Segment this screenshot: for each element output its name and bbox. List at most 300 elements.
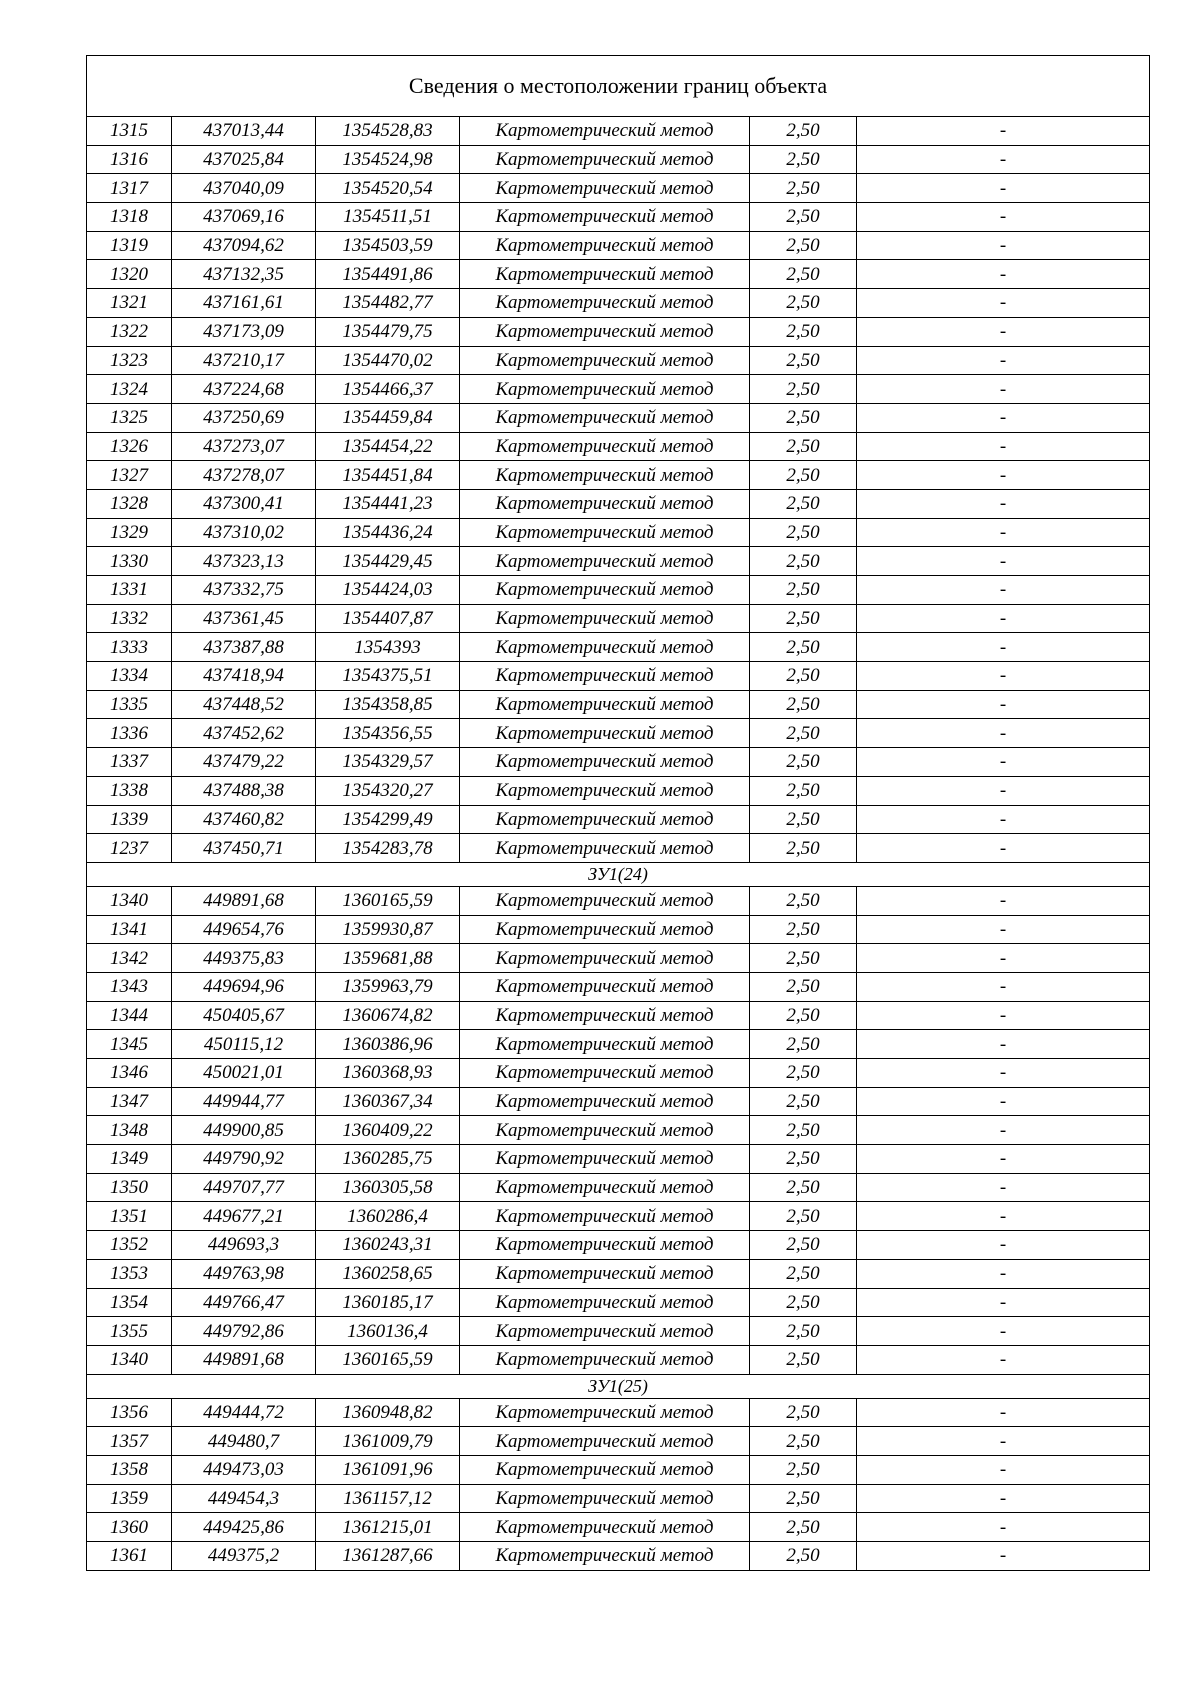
y-coordinate-cell: 1360165,59 bbox=[316, 1345, 460, 1374]
x-coordinate-cell: 437025,84 bbox=[172, 145, 316, 174]
point-number-cell: 1355 bbox=[87, 1317, 172, 1346]
x-coordinate-cell: 449891,68 bbox=[172, 1345, 316, 1374]
x-coordinate-cell: 449891,68 bbox=[172, 886, 316, 915]
description-cell: - bbox=[857, 1542, 1150, 1571]
table-row bbox=[87, 174, 1150, 203]
accuracy-cell: 2,50 bbox=[750, 805, 857, 834]
y-coordinate-cell: 1360386,96 bbox=[316, 1030, 460, 1059]
y-coordinate-cell: 1360243,31 bbox=[316, 1231, 460, 1260]
table-row bbox=[87, 1542, 1150, 1571]
accuracy-cell: 2,50 bbox=[750, 1427, 857, 1456]
point-number-cell: 1327 bbox=[87, 461, 172, 490]
accuracy-cell: 2,50 bbox=[750, 1202, 857, 1231]
y-coordinate-cell: 1361091,96 bbox=[316, 1455, 460, 1484]
method-cell: Картометрический метод bbox=[460, 915, 750, 944]
method-cell: Картометрический метод bbox=[460, 174, 750, 203]
description-cell: - bbox=[857, 489, 1150, 518]
point-number-cell: 1360 bbox=[87, 1513, 172, 1542]
accuracy-cell: 2,50 bbox=[750, 604, 857, 633]
accuracy-cell: 2,50 bbox=[750, 719, 857, 748]
x-coordinate-cell: 437273,07 bbox=[172, 432, 316, 461]
table-row bbox=[87, 1030, 1150, 1059]
description-cell: - bbox=[857, 1345, 1150, 1374]
accuracy-cell: 2,50 bbox=[750, 944, 857, 973]
point-number-cell: 1335 bbox=[87, 690, 172, 719]
table-row bbox=[87, 346, 1150, 375]
table-row bbox=[87, 518, 1150, 547]
point-number-cell: 1342 bbox=[87, 944, 172, 973]
accuracy-cell: 2,50 bbox=[750, 317, 857, 346]
x-coordinate-cell: 437161,61 bbox=[172, 289, 316, 318]
y-coordinate-cell: 1354407,87 bbox=[316, 604, 460, 633]
description-cell: - bbox=[857, 1116, 1150, 1145]
y-coordinate-cell: 1360674,82 bbox=[316, 1001, 460, 1030]
point-number-cell: 1316 bbox=[87, 145, 172, 174]
description-cell: - bbox=[857, 834, 1150, 863]
accuracy-cell: 2,50 bbox=[750, 289, 857, 318]
accuracy-cell: 2,50 bbox=[750, 834, 857, 863]
method-cell: Картометрический метод bbox=[460, 748, 750, 777]
y-coordinate-cell: 1354511,51 bbox=[316, 203, 460, 232]
point-number-cell: 1340 bbox=[87, 1345, 172, 1374]
description-cell: - bbox=[857, 1317, 1150, 1346]
accuracy-cell: 2,50 bbox=[750, 547, 857, 576]
table-row bbox=[87, 1455, 1150, 1484]
table-row bbox=[87, 1001, 1150, 1030]
x-coordinate-cell: 449792,86 bbox=[172, 1317, 316, 1346]
description-cell: - bbox=[857, 1202, 1150, 1231]
point-number-cell: 1343 bbox=[87, 972, 172, 1001]
table-row bbox=[87, 1059, 1150, 1088]
section-label: ЗУ1(25) bbox=[87, 1374, 1150, 1398]
description-cell: - bbox=[857, 518, 1150, 547]
method-cell: Картометрический метод bbox=[460, 346, 750, 375]
description-cell: - bbox=[857, 346, 1150, 375]
accuracy-cell: 2,50 bbox=[750, 346, 857, 375]
x-coordinate-cell: 450115,12 bbox=[172, 1030, 316, 1059]
table-row bbox=[87, 375, 1150, 404]
accuracy-cell: 2,50 bbox=[750, 203, 857, 232]
method-cell: Картометрический метод bbox=[460, 518, 750, 547]
accuracy-cell: 2,50 bbox=[750, 1059, 857, 1088]
accuracy-cell: 2,50 bbox=[750, 375, 857, 404]
point-number-cell: 1328 bbox=[87, 489, 172, 518]
accuracy-cell: 2,50 bbox=[750, 1231, 857, 1260]
x-coordinate-cell: 449473,03 bbox=[172, 1455, 316, 1484]
point-number-cell: 1339 bbox=[87, 805, 172, 834]
method-cell: Картометрический метод bbox=[460, 604, 750, 633]
point-number-cell: 1324 bbox=[87, 375, 172, 404]
description-cell: - bbox=[857, 174, 1150, 203]
method-cell: Картометрический метод bbox=[460, 403, 750, 432]
y-coordinate-cell: 1360165,59 bbox=[316, 886, 460, 915]
point-number-cell: 1317 bbox=[87, 174, 172, 203]
method-cell: Картометрический метод bbox=[460, 690, 750, 719]
point-number-cell: 1338 bbox=[87, 776, 172, 805]
x-coordinate-cell: 437323,13 bbox=[172, 547, 316, 576]
point-number-cell: 1334 bbox=[87, 662, 172, 691]
point-number-cell: 1358 bbox=[87, 1455, 172, 1484]
point-number-cell: 1348 bbox=[87, 1116, 172, 1145]
description-cell: - bbox=[857, 117, 1150, 146]
y-coordinate-cell: 1354441,23 bbox=[316, 489, 460, 518]
x-coordinate-cell: 437278,07 bbox=[172, 461, 316, 490]
y-coordinate-cell: 1354393 bbox=[316, 633, 460, 662]
table-row bbox=[87, 1317, 1150, 1346]
accuracy-cell: 2,50 bbox=[750, 432, 857, 461]
x-coordinate-cell: 437040,09 bbox=[172, 174, 316, 203]
point-number-cell: 1356 bbox=[87, 1398, 172, 1427]
table-row bbox=[87, 719, 1150, 748]
description-cell: - bbox=[857, 1030, 1150, 1059]
method-cell: Картометрический метод bbox=[460, 886, 750, 915]
table-row bbox=[87, 289, 1150, 318]
point-number-cell: 1323 bbox=[87, 346, 172, 375]
table-row bbox=[87, 260, 1150, 289]
table-row bbox=[87, 317, 1150, 346]
description-cell: - bbox=[857, 145, 1150, 174]
y-coordinate-cell: 1359930,87 bbox=[316, 915, 460, 944]
description-cell: - bbox=[857, 1145, 1150, 1174]
accuracy-cell: 2,50 bbox=[750, 1484, 857, 1513]
point-number-cell: 1320 bbox=[87, 260, 172, 289]
y-coordinate-cell: 1360258,65 bbox=[316, 1259, 460, 1288]
table-row bbox=[87, 489, 1150, 518]
point-number-cell: 1326 bbox=[87, 432, 172, 461]
method-cell: Картометрический метод bbox=[460, 662, 750, 691]
y-coordinate-cell: 1361215,01 bbox=[316, 1513, 460, 1542]
accuracy-cell: 2,50 bbox=[750, 1288, 857, 1317]
accuracy-cell: 2,50 bbox=[750, 231, 857, 260]
y-coordinate-cell: 1354491,86 bbox=[316, 260, 460, 289]
accuracy-cell: 2,50 bbox=[750, 1001, 857, 1030]
y-coordinate-cell: 1354503,59 bbox=[316, 231, 460, 260]
y-coordinate-cell: 1359681,88 bbox=[316, 944, 460, 973]
x-coordinate-cell: 449763,98 bbox=[172, 1259, 316, 1288]
description-cell: - bbox=[857, 633, 1150, 662]
method-cell: Картометрический метод bbox=[460, 1345, 750, 1374]
x-coordinate-cell: 450021,01 bbox=[172, 1059, 316, 1088]
method-cell: Картометрический метод bbox=[460, 1542, 750, 1571]
point-number-cell: 1319 bbox=[87, 231, 172, 260]
point-number-cell: 1341 bbox=[87, 915, 172, 944]
point-number-cell: 1322 bbox=[87, 317, 172, 346]
description-cell: - bbox=[857, 944, 1150, 973]
x-coordinate-cell: 437450,71 bbox=[172, 834, 316, 863]
table-row bbox=[87, 972, 1150, 1001]
y-coordinate-cell: 1360136,4 bbox=[316, 1317, 460, 1346]
table-row bbox=[87, 1398, 1150, 1427]
x-coordinate-cell: 437069,16 bbox=[172, 203, 316, 232]
x-coordinate-cell: 449425,86 bbox=[172, 1513, 316, 1542]
table-row bbox=[87, 662, 1150, 691]
x-coordinate-cell: 450405,67 bbox=[172, 1001, 316, 1030]
accuracy-cell: 2,50 bbox=[750, 1513, 857, 1542]
description-cell: - bbox=[857, 1398, 1150, 1427]
description-cell: - bbox=[857, 547, 1150, 576]
description-cell: - bbox=[857, 403, 1150, 432]
method-cell: Картометрический метод bbox=[460, 1116, 750, 1145]
x-coordinate-cell: 437300,41 bbox=[172, 489, 316, 518]
description-cell: - bbox=[857, 260, 1150, 289]
method-cell: Картометрический метод bbox=[460, 633, 750, 662]
method-cell: Картометрический метод bbox=[460, 1202, 750, 1231]
table-row bbox=[87, 1427, 1150, 1456]
y-coordinate-cell: 1354356,55 bbox=[316, 719, 460, 748]
table-title: Сведения о местоположении границ объекта bbox=[87, 56, 1150, 117]
table-row bbox=[87, 432, 1150, 461]
table-row bbox=[87, 403, 1150, 432]
description-cell: - bbox=[857, 461, 1150, 490]
x-coordinate-cell: 449693,3 bbox=[172, 1231, 316, 1260]
point-number-cell: 1340 bbox=[87, 886, 172, 915]
method-cell: Картометрический метод bbox=[460, 547, 750, 576]
point-number-cell: 1337 bbox=[87, 748, 172, 777]
x-coordinate-cell: 449694,96 bbox=[172, 972, 316, 1001]
x-coordinate-cell: 437332,75 bbox=[172, 576, 316, 605]
table-row bbox=[87, 145, 1150, 174]
method-cell: Картометрический метод bbox=[460, 117, 750, 146]
description-cell: - bbox=[857, 1484, 1150, 1513]
x-coordinate-cell: 437452,62 bbox=[172, 719, 316, 748]
accuracy-cell: 2,50 bbox=[750, 886, 857, 915]
method-cell: Картометрический метод bbox=[460, 1288, 750, 1317]
method-cell: Картометрический метод bbox=[460, 1513, 750, 1542]
table-row bbox=[87, 1087, 1150, 1116]
table-row bbox=[87, 834, 1150, 863]
point-number-cell: 1353 bbox=[87, 1259, 172, 1288]
x-coordinate-cell: 449766,47 bbox=[172, 1288, 316, 1317]
point-number-cell: 1350 bbox=[87, 1173, 172, 1202]
point-number-cell: 1347 bbox=[87, 1087, 172, 1116]
accuracy-cell: 2,50 bbox=[750, 1398, 857, 1427]
description-cell: - bbox=[857, 1231, 1150, 1260]
point-number-cell: 1330 bbox=[87, 547, 172, 576]
table-row bbox=[87, 1513, 1150, 1542]
accuracy-cell: 2,50 bbox=[750, 1145, 857, 1174]
method-cell: Картометрический метод bbox=[460, 1173, 750, 1202]
table-row bbox=[87, 547, 1150, 576]
table-row bbox=[87, 915, 1150, 944]
method-cell: Картометрический метод bbox=[460, 231, 750, 260]
accuracy-cell: 2,50 bbox=[750, 690, 857, 719]
y-coordinate-cell: 1354479,75 bbox=[316, 317, 460, 346]
accuracy-cell: 2,50 bbox=[750, 662, 857, 691]
accuracy-cell: 2,50 bbox=[750, 1345, 857, 1374]
x-coordinate-cell: 437418,94 bbox=[172, 662, 316, 691]
description-cell: - bbox=[857, 972, 1150, 1001]
point-number-cell: 1349 bbox=[87, 1145, 172, 1174]
table-row bbox=[87, 805, 1150, 834]
point-number-cell: 1321 bbox=[87, 289, 172, 318]
point-number-cell: 1345 bbox=[87, 1030, 172, 1059]
point-number-cell: 1354 bbox=[87, 1288, 172, 1317]
accuracy-cell: 2,50 bbox=[750, 518, 857, 547]
y-coordinate-cell: 1354424,03 bbox=[316, 576, 460, 605]
y-coordinate-cell: 1361009,79 bbox=[316, 1427, 460, 1456]
x-coordinate-cell: 437479,22 bbox=[172, 748, 316, 777]
y-coordinate-cell: 1354329,57 bbox=[316, 748, 460, 777]
method-cell: Картометрический метод bbox=[460, 972, 750, 1001]
method-cell: Картометрический метод bbox=[460, 944, 750, 973]
section-header-row bbox=[87, 1374, 1150, 1398]
description-cell: - bbox=[857, 1001, 1150, 1030]
table-row bbox=[87, 1345, 1150, 1374]
description-cell: - bbox=[857, 375, 1150, 404]
x-coordinate-cell: 449480,7 bbox=[172, 1427, 316, 1456]
point-number-cell: 1359 bbox=[87, 1484, 172, 1513]
description-cell: - bbox=[857, 719, 1150, 748]
method-cell: Картометрический метод bbox=[460, 1087, 750, 1116]
x-coordinate-cell: 449707,77 bbox=[172, 1173, 316, 1202]
document-sheet bbox=[86, 55, 1149, 1571]
x-coordinate-cell: 449944,77 bbox=[172, 1087, 316, 1116]
table-row bbox=[87, 203, 1150, 232]
x-coordinate-cell: 437361,45 bbox=[172, 604, 316, 633]
accuracy-cell: 2,50 bbox=[750, 1542, 857, 1571]
accuracy-cell: 2,50 bbox=[750, 260, 857, 289]
accuracy-cell: 2,50 bbox=[750, 1030, 857, 1059]
point-number-cell: 1237 bbox=[87, 834, 172, 863]
method-cell: Картометрический метод bbox=[460, 289, 750, 318]
accuracy-cell: 2,50 bbox=[750, 748, 857, 777]
description-cell: - bbox=[857, 915, 1150, 944]
description-cell: - bbox=[857, 231, 1150, 260]
description-cell: - bbox=[857, 203, 1150, 232]
table-row bbox=[87, 1202, 1150, 1231]
boundary-coordinates-table bbox=[86, 55, 1150, 1571]
x-coordinate-cell: 437310,02 bbox=[172, 518, 316, 547]
table-row bbox=[87, 690, 1150, 719]
point-number-cell: 1346 bbox=[87, 1059, 172, 1088]
y-coordinate-cell: 1354429,45 bbox=[316, 547, 460, 576]
table-row bbox=[87, 776, 1150, 805]
description-cell: - bbox=[857, 886, 1150, 915]
point-number-cell: 1315 bbox=[87, 117, 172, 146]
point-number-cell: 1336 bbox=[87, 719, 172, 748]
description-cell: - bbox=[857, 289, 1150, 318]
x-coordinate-cell: 437250,69 bbox=[172, 403, 316, 432]
y-coordinate-cell: 1361157,12 bbox=[316, 1484, 460, 1513]
y-coordinate-cell: 1354375,51 bbox=[316, 662, 460, 691]
x-coordinate-cell: 437488,38 bbox=[172, 776, 316, 805]
accuracy-cell: 2,50 bbox=[750, 576, 857, 605]
method-cell: Картометрический метод bbox=[460, 805, 750, 834]
x-coordinate-cell: 449444,72 bbox=[172, 1398, 316, 1427]
method-cell: Картометрический метод bbox=[460, 145, 750, 174]
y-coordinate-cell: 1354470,02 bbox=[316, 346, 460, 375]
y-coordinate-cell: 1354283,78 bbox=[316, 834, 460, 863]
y-coordinate-cell: 1354524,98 bbox=[316, 145, 460, 174]
point-number-cell: 1352 bbox=[87, 1231, 172, 1260]
x-coordinate-cell: 437387,88 bbox=[172, 633, 316, 662]
method-cell: Картометрический метод bbox=[460, 203, 750, 232]
method-cell: Картометрический метод bbox=[460, 834, 750, 863]
x-coordinate-cell: 449900,85 bbox=[172, 1116, 316, 1145]
table-row bbox=[87, 1259, 1150, 1288]
y-coordinate-cell: 1354459,84 bbox=[316, 403, 460, 432]
section-label: ЗУ1(24) bbox=[87, 862, 1150, 886]
description-cell: - bbox=[857, 1288, 1150, 1317]
method-cell: Картометрический метод bbox=[460, 432, 750, 461]
x-coordinate-cell: 437448,52 bbox=[172, 690, 316, 719]
accuracy-cell: 2,50 bbox=[750, 489, 857, 518]
point-number-cell: 1325 bbox=[87, 403, 172, 432]
method-cell: Картометрический метод bbox=[460, 1059, 750, 1088]
table-row bbox=[87, 886, 1150, 915]
accuracy-cell: 2,50 bbox=[750, 972, 857, 1001]
description-cell: - bbox=[857, 1173, 1150, 1202]
method-cell: Картометрический метод bbox=[460, 1484, 750, 1513]
accuracy-cell: 2,50 bbox=[750, 461, 857, 490]
y-coordinate-cell: 1354466,37 bbox=[316, 375, 460, 404]
table-row bbox=[87, 1288, 1150, 1317]
accuracy-cell: 2,50 bbox=[750, 1259, 857, 1288]
x-coordinate-cell: 449375,2 bbox=[172, 1542, 316, 1571]
y-coordinate-cell: 1360286,4 bbox=[316, 1202, 460, 1231]
y-coordinate-cell: 1360367,34 bbox=[316, 1087, 460, 1116]
y-coordinate-cell: 1354520,54 bbox=[316, 174, 460, 203]
table-row bbox=[87, 1484, 1150, 1513]
x-coordinate-cell: 449790,92 bbox=[172, 1145, 316, 1174]
method-cell: Картометрический метод bbox=[460, 1317, 750, 1346]
description-cell: - bbox=[857, 1427, 1150, 1456]
table-row bbox=[87, 944, 1150, 973]
method-cell: Картометрический метод bbox=[460, 461, 750, 490]
y-coordinate-cell: 1361287,66 bbox=[316, 1542, 460, 1571]
accuracy-cell: 2,50 bbox=[750, 1317, 857, 1346]
title-row bbox=[87, 56, 1150, 117]
y-coordinate-cell: 1360948,82 bbox=[316, 1398, 460, 1427]
description-cell: - bbox=[857, 1259, 1150, 1288]
table-row bbox=[87, 1231, 1150, 1260]
description-cell: - bbox=[857, 1513, 1150, 1542]
y-coordinate-cell: 1360305,58 bbox=[316, 1173, 460, 1202]
description-cell: - bbox=[857, 317, 1150, 346]
y-coordinate-cell: 1360409,22 bbox=[316, 1116, 460, 1145]
description-cell: - bbox=[857, 1455, 1150, 1484]
x-coordinate-cell: 437132,35 bbox=[172, 260, 316, 289]
point-number-cell: 1344 bbox=[87, 1001, 172, 1030]
description-cell: - bbox=[857, 776, 1150, 805]
x-coordinate-cell: 449454,3 bbox=[172, 1484, 316, 1513]
method-cell: Картометрический метод bbox=[460, 1030, 750, 1059]
table-body bbox=[87, 56, 1150, 1571]
method-cell: Картометрический метод bbox=[460, 1259, 750, 1288]
table-row bbox=[87, 604, 1150, 633]
table-row bbox=[87, 633, 1150, 662]
table-row bbox=[87, 461, 1150, 490]
table-row bbox=[87, 231, 1150, 260]
description-cell: - bbox=[857, 1059, 1150, 1088]
point-number-cell: 1331 bbox=[87, 576, 172, 605]
description-cell: - bbox=[857, 805, 1150, 834]
x-coordinate-cell: 437094,62 bbox=[172, 231, 316, 260]
y-coordinate-cell: 1354528,83 bbox=[316, 117, 460, 146]
x-coordinate-cell: 449375,83 bbox=[172, 944, 316, 973]
accuracy-cell: 2,50 bbox=[750, 915, 857, 944]
method-cell: Картометрический метод bbox=[460, 375, 750, 404]
method-cell: Картометрический метод bbox=[460, 1145, 750, 1174]
description-cell: - bbox=[857, 1087, 1150, 1116]
accuracy-cell: 2,50 bbox=[750, 174, 857, 203]
description-cell: - bbox=[857, 690, 1150, 719]
accuracy-cell: 2,50 bbox=[750, 145, 857, 174]
accuracy-cell: 2,50 bbox=[750, 776, 857, 805]
method-cell: Картометрический метод bbox=[460, 719, 750, 748]
y-coordinate-cell: 1354451,84 bbox=[316, 461, 460, 490]
y-coordinate-cell: 1354454,22 bbox=[316, 432, 460, 461]
